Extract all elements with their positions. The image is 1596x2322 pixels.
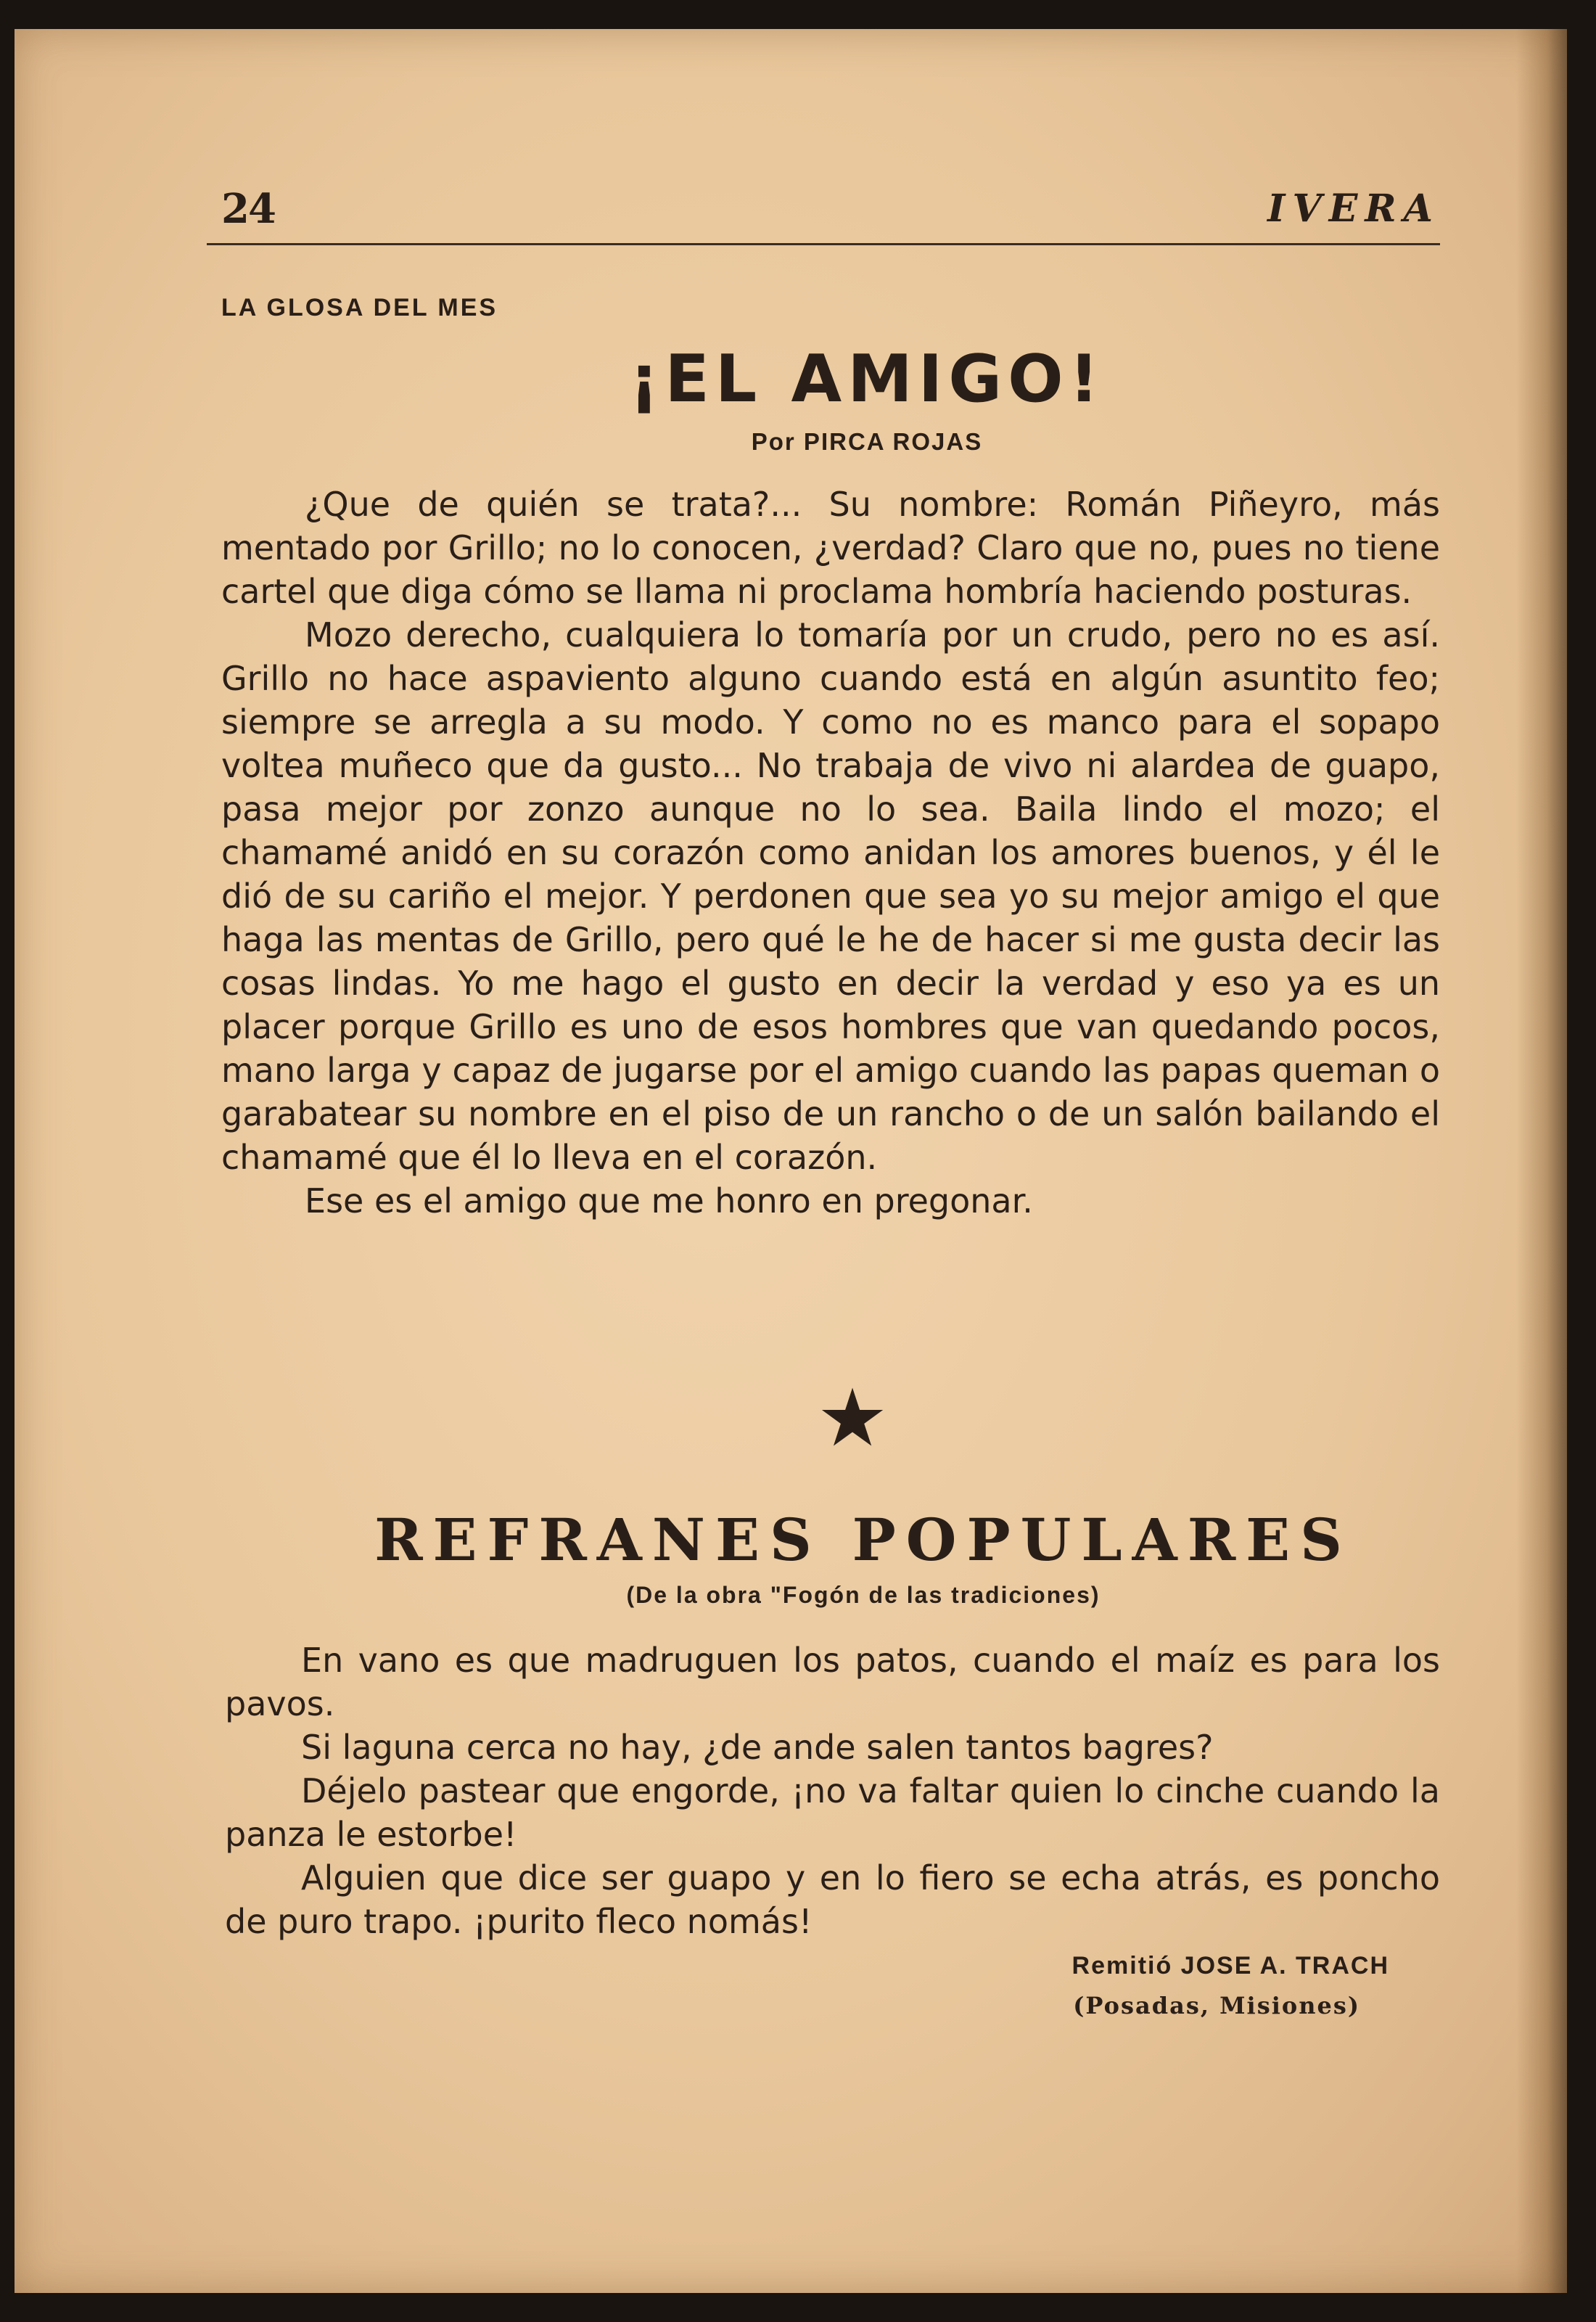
refranes-list <box>225 1638 1440 1943</box>
refran-item: Déjelo pastear que engorde, ¡no va faltar quien lo cinche cuando la panza le estorbe! <box>225 1771 1440 1854</box>
page-number: 24 <box>221 185 275 233</box>
page-binding-edge <box>1516 29 1567 2293</box>
article-byline: Por PIRCA ROJAS <box>751 428 983 455</box>
magazine-page <box>15 29 1567 2293</box>
refran-item: En vano es que madruguen los patos, cuando el maíz es para los pavos. <box>225 1641 1440 1723</box>
refran-item: Si laguna cerca no hay, ¿de ande salen tantos bagres? <box>301 1728 1214 1767</box>
article-paragraph: Mozo derecho, cualquiera lo tomaría por un crudo, pero no es así. Grillo no hace aspaviento alguno cuando está en algún asuntito feo; siempre se arregla a su modo. Y como no es manco para el sopapo voltea muñeco que da gusto... No trabaja de vivo ni alardea de guapo, pasa mejor por zonzo aunque no lo sea. Baila lindo el mozo; el chamamé anidó en su corazón como anidan los amores buenos, y él le dió de su cariño el mejor. Y perdonen que sea yo su mejor amigo el que haga las mentas de Grillo, pero qué le he de hacer si me gusta decir las cosas lindas. Yo me hago el gusto en decir la verdad y eso ya es un placer porque Grillo es uno de esos hombres que van quedando pocos, mano larga y capaz de jugarse por el amigo cuando las papas queman o garabatear su nombre en el piso de un rancho o de un salón bailando el chamamé que él lo lleva en el corazón. <box>221 615 1440 1177</box>
article-paragraph: ¿Que de quién se trata?... Su nombre: Román Piñeyro, más mentado por Grillo; no lo conocen, ¿verdad? Claro que no, pues no tiene cartel que diga cómo se llama ni proclama hombría haciendo posturas. <box>221 485 1440 611</box>
refran-item: Alguien que dice ser guapo y en lo fiero se echa atrás, es poncho de puro trapo. ¡purito fleco nomás! <box>225 1858 1440 1941</box>
refranes-sender-location: (Posadas, Misiones) <box>1073 1992 1360 2019</box>
article-body <box>221 483 1440 1223</box>
page-header <box>207 163 1440 245</box>
star-separator-icon: ★ <box>816 1371 889 1464</box>
article-title: ¡EL AMIGO! <box>629 341 1105 417</box>
refranes-sender: Remitió JOSE A. TRACH <box>1071 1952 1389 1980</box>
article-paragraph: Ese es el amigo que me honro en pregonar. <box>305 1181 1033 1221</box>
refranes-title: REFRANES POPULARES <box>374 1506 1352 1574</box>
section-label: LA GLOSA DEL MES <box>221 294 498 321</box>
magazine-name: IVERA <box>1267 186 1440 231</box>
refranes-source: (De la obra "Fogón de las tradiciones) <box>626 1582 1101 1608</box>
